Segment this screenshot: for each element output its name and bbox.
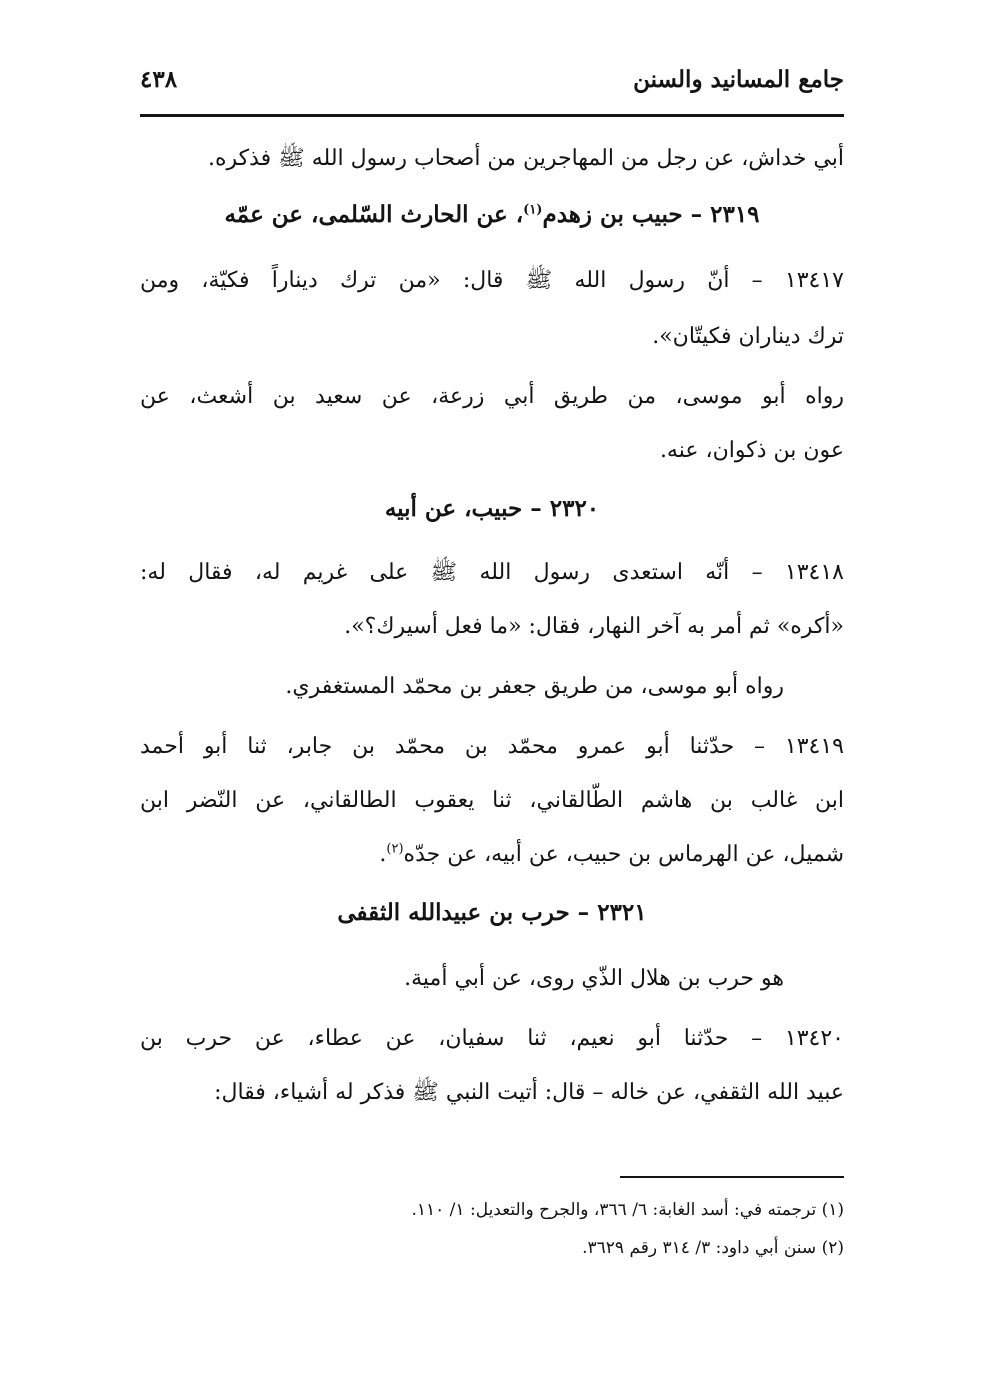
footnote-divider: [620, 1176, 844, 1178]
heading-2319-title: ٢٣١٩ – حبيب بن زهدم: [542, 201, 760, 228]
heading-2321: ٢٣٢١ – حرب بن عبيدالله الثقفى: [337, 899, 647, 926]
footnote-ref-1[interactable]: (١): [523, 202, 543, 218]
narration-1-line-2: عون بن ذكوان، عنه.: [659, 438, 844, 463]
narration-2: رواه أبو موسى، من طريق جعفر بن محمّد المستغفري.: [285, 674, 784, 699]
text-line-1: أبي خداش، عن رجل من المهاجرين من أصحاب رسول الله ﷺ فذكره.: [207, 146, 844, 171]
heading-2319-rest: ، عن الحارث السّلمى، عن عمّه: [224, 201, 524, 228]
heading-2319: [140, 198, 844, 232]
hadith-13419-line-3-end: .: [379, 842, 387, 867]
hadith-13419-line-1: ١٣٤١٩ – حدّثنا أبو عمرو محمّد بن محمّد بن جابر، ثنا أبو أحمد: [140, 734, 844, 759]
heading-2320: ٢٣٢٠ – حبيب، عن أبيه: [384, 495, 600, 522]
hadith-13419-line-3: [379, 838, 844, 872]
footnote-ref-2[interactable]: (٢): [386, 841, 404, 857]
hadith-13418-line-2: «أكره» ثم أمر به آخر النهار، فقال: «ما فعل أسيرك؟».: [344, 614, 844, 639]
main-text: [140, 140, 844, 1120]
hadith-13419-line-3-text: شميل، عن الهرماس بن حبيب، عن أبيه، عن جدّه: [403, 842, 844, 867]
page-header: [140, 58, 844, 110]
narration-1-line-1: رواه أبو موسى، من طريق أبي زرعة، عن سعيد بن أشعث، عن: [140, 384, 844, 409]
footnote-1: (١) ترجمته في: أسد الغابة: ٦/ ٣٦٦، والجرح والتعديل: ١/ ١١٠.: [411, 1200, 844, 1220]
header-divider: [140, 114, 844, 117]
hadith-13417-line-2: ترك ديناران فكيتّان».: [652, 324, 844, 349]
hadith-13418-line-1: ١٣٤١٨ – أنّه استعدى رسول الله ﷺ على غريم له، فقال له:: [140, 560, 844, 585]
hadith-13420-line-1: ١٣٤٢٠ – حدّثنا أبو نعيم، ثنا سفيان، عن عطاء، عن حرب بن: [140, 1026, 844, 1051]
footnote-2: (٢) سنن أبي داود: ٣/ ٣١٤ رقم ٣٦٢٩.: [582, 1238, 844, 1258]
hadith-13417-line-1: ١٣٤١٧ – أنّ رسول الله ﷺ قال: «من ترك ديناراً فكيّة، ومن: [140, 268, 844, 293]
page-number: ٤٣٨: [140, 66, 178, 93]
narration-3: هو حرب بن هلال الذّي روى، عن أبي أمية.: [404, 966, 784, 991]
hadith-13419-line-2: ابن غالب بن هاشم الطّالقاني، ثنا يعقوب الطالقاني، عن النّضر ابن: [140, 788, 844, 813]
hadith-13420-line-2: عبيد الله الثقفي، عن خاله – قال: أتيت النبي ﷺ فذكر له أشياء، فقال:: [214, 1080, 844, 1105]
running-title: جامع المسانيد والسنن: [633, 66, 844, 93]
